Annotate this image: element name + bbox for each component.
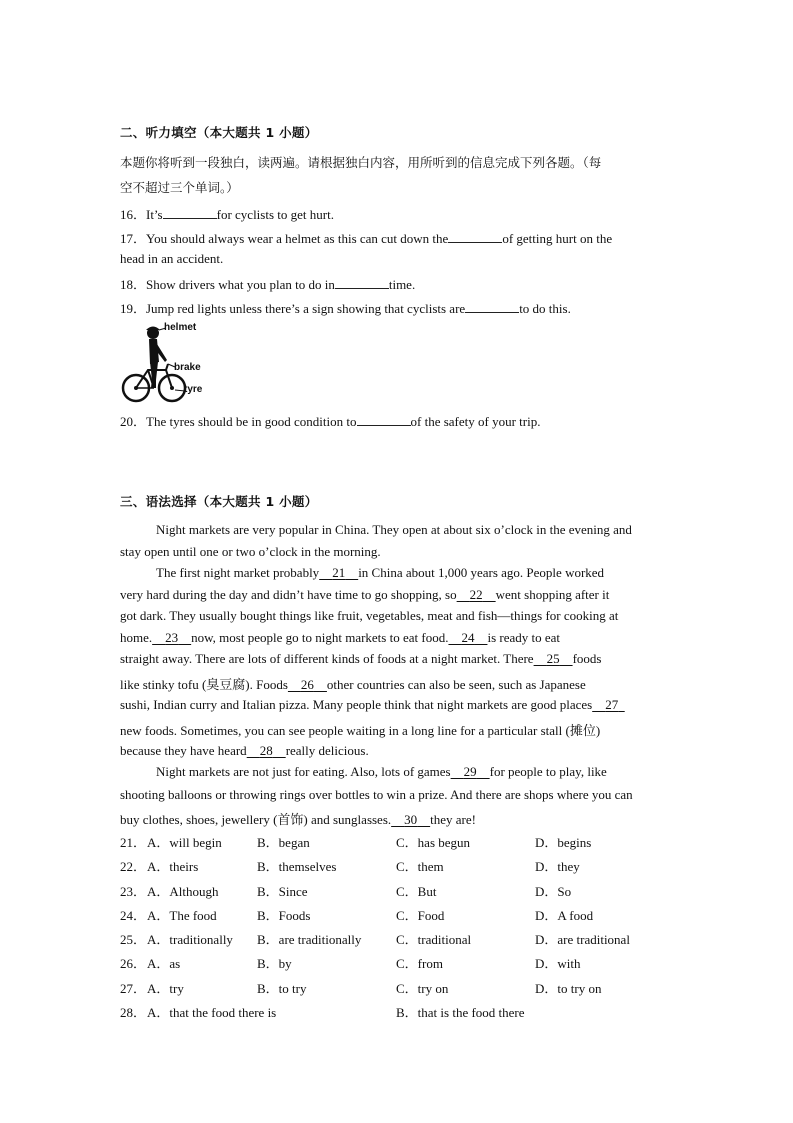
option-c[interactable]: C．But [396, 884, 437, 899]
question-20 [120, 411, 540, 430]
passage-p2-line4 [120, 630, 560, 646]
option-b[interactable]: B．began [257, 835, 310, 850]
passage-text: buy clothes, shoes, jewellery (首饰) and sunglasses. [120, 812, 392, 827]
q19-text-end: to do this. [519, 301, 571, 316]
section-3-title: 三、语法选择（本大题共 1 小题） [120, 494, 318, 509]
option-d[interactable]: D．they [535, 859, 580, 874]
passage-p3-line3 [120, 809, 476, 828]
passage-text: they are! [430, 812, 476, 827]
option-b[interactable]: B．Foods [257, 908, 311, 923]
option-a[interactable]: A．will begin [147, 835, 222, 850]
option-b[interactable]: B．to try [257, 981, 307, 996]
blank-number: 28 [259, 743, 273, 758]
passage-text: like stinky tofu (臭豆腐). Foods [120, 677, 288, 692]
option-a[interactable]: A．theirs [147, 859, 199, 874]
option-a[interactable]: A．as [147, 956, 181, 971]
option-a[interactable]: A．The food [147, 908, 217, 923]
answer-blank[interactable] [163, 207, 217, 219]
passage-p2-line1 [156, 565, 604, 581]
question-18 [120, 274, 415, 293]
blank-27[interactable] [592, 697, 625, 712]
section-2-title: 二、听力填空（本大题共 1 小题） [120, 125, 318, 140]
question-17-cont: head in an accident. [120, 251, 224, 266]
option-number: 24． [120, 908, 147, 923]
question-19 [120, 298, 571, 317]
helmet-label: helmet [164, 322, 197, 333]
option-c[interactable]: C．from [396, 956, 443, 971]
option-b[interactable]: B．themselves [257, 859, 337, 874]
option-a[interactable]: A．try [147, 981, 184, 996]
passage-p2-line6 [120, 674, 586, 693]
section-2-instruction: 本题你将听到一段独白，读两遍。请根据独白内容，用所听到的信息完成下列各题。（每 [120, 155, 602, 170]
cyclist-figure [120, 322, 212, 404]
answer-blank[interactable] [357, 414, 411, 426]
passage-text: sushi, Indian curry and Italian pizza. Many people think that night markets are good places [120, 697, 593, 712]
option-a[interactable]: A．traditionally [147, 932, 233, 947]
q16-text-end: for cyclists to get hurt. [216, 207, 334, 222]
passage-p2-line9 [120, 743, 369, 759]
blank-number: 27 [605, 697, 619, 712]
option-c[interactable]: C．Food [396, 908, 445, 923]
option-number: 21． [120, 835, 147, 850]
option-d[interactable]: D．to try on [535, 981, 602, 996]
option-number: 25． [120, 932, 147, 947]
option-c[interactable]: C．them [396, 859, 444, 874]
passage-text: because they have heard [120, 743, 247, 758]
option-b[interactable]: B．Since [257, 884, 308, 899]
q20-text-end: of the safety of your trip. [410, 414, 541, 429]
blank-number: 25 [546, 651, 560, 666]
q16-text: 16．It’s [120, 207, 163, 222]
q18-text: 18．Show drivers what you plan to do in [120, 277, 335, 292]
passage-text: home. [120, 630, 153, 645]
section-2-instruction-cont: 空不超过三个单词。） [120, 180, 239, 195]
option-number: 22． [120, 859, 147, 874]
answer-blank[interactable] [465, 301, 519, 313]
blank-25[interactable] [534, 651, 573, 666]
brake-label: brake [174, 362, 201, 373]
passage-p3-line2: shooting balloons or throwing rings over bottles to win a prize. And there are shops where you can [120, 787, 633, 802]
q17-text: 17．You should always wear a helmet as this can cut down the [120, 231, 449, 246]
option-d[interactable]: D．begins [535, 835, 592, 850]
passage-text: very hard during the day and didn’t have time to go shopping, so [120, 587, 457, 602]
passage-p1-line2: stay open until one or two o’clock in the morning. [120, 544, 381, 559]
passage-text: Night markets are not just for eating. Also, lots of games [156, 764, 451, 779]
blank-30[interactable] [391, 812, 430, 827]
blank-number: 23 [165, 630, 179, 645]
blank-number: 29 [463, 764, 477, 779]
blank-number: 26 [300, 677, 314, 692]
tyre-label: tyre [184, 384, 203, 395]
passage-text: is ready to eat [487, 630, 561, 645]
passage-text: other countries can also be seen, such as Japanese [326, 677, 586, 692]
option-c[interactable]: C．traditional [396, 932, 472, 947]
blank-26[interactable] [288, 677, 327, 692]
passage-text: really delicious. [285, 743, 369, 758]
option-number: 28． [120, 1005, 147, 1020]
question-16 [120, 204, 334, 223]
option-c[interactable]: C．has begun [396, 835, 471, 850]
option-number: 26． [120, 956, 147, 971]
passage-text: for people to play, like [489, 764, 607, 779]
blank-21[interactable] [319, 565, 358, 580]
q18-text-end: time. [388, 277, 416, 292]
blank-28[interactable] [247, 743, 286, 758]
blank-22[interactable] [457, 587, 496, 602]
passage-p2-line2 [120, 587, 609, 603]
option-number: 23． [120, 884, 147, 899]
blank-number: 22 [469, 587, 483, 602]
passage-text: straight away. There are lots of different kinds of foods at a night market. There [120, 651, 534, 666]
passage-text: in China about 1,000 years ago. People worked [358, 565, 605, 580]
option-b[interactable]: B．are traditionally [257, 932, 362, 947]
q20-text: 20．The tyres should be in good condition to [120, 414, 357, 429]
q17-text-end: of getting hurt on the [502, 231, 613, 246]
option-d[interactable]: D．So [535, 884, 572, 899]
q19-text: 19．Jump red lights unless there’s a sign showing that cyclists are [120, 301, 466, 316]
blank-number: 21 [332, 565, 346, 580]
question-17 [120, 228, 612, 247]
option-d[interactable]: D．are traditional [535, 932, 630, 947]
blank-number: 24 [461, 630, 475, 645]
passage-p2-line8: new foods. Sometimes, you can see people waiting in a long line for a particular stall (摊位) [120, 723, 601, 738]
option-b[interactable]: B．by [257, 956, 292, 971]
option-a[interactable]: A．that the food there is [147, 1005, 277, 1020]
blank-29[interactable] [451, 764, 490, 779]
passage-p2-line3: got dark. They usually bought things like fruit, vegetables, meat and fish—things for cooking at [120, 608, 619, 623]
answer-blank[interactable] [448, 231, 502, 243]
option-d[interactable]: D．with [535, 956, 581, 971]
option-d[interactable]: D．A food [535, 908, 594, 923]
blank-number: 30 [404, 812, 418, 827]
option-a[interactable]: A．Although [147, 884, 219, 899]
option-c[interactable]: C．try on [396, 981, 449, 996]
answer-blank[interactable] [335, 277, 389, 289]
passage-p2-line5 [120, 651, 601, 667]
passage-text: The first night market probably [156, 565, 320, 580]
passage-text: foods [572, 651, 602, 666]
passage-p3-line1 [156, 764, 607, 780]
passage-text: went shopping after it [495, 587, 610, 602]
passage-p2-line7 [120, 697, 625, 713]
blank-24[interactable] [448, 630, 487, 645]
passage-p1-line1: Night markets are very popular in China. They open at about six o’clock in the evening and [156, 522, 632, 537]
passage-text: now, most people go to night markets to eat food. [191, 630, 449, 645]
option-b[interactable]: B．that is the food there [396, 1005, 525, 1020]
option-number: 27． [120, 981, 147, 996]
blank-23[interactable] [152, 630, 191, 645]
